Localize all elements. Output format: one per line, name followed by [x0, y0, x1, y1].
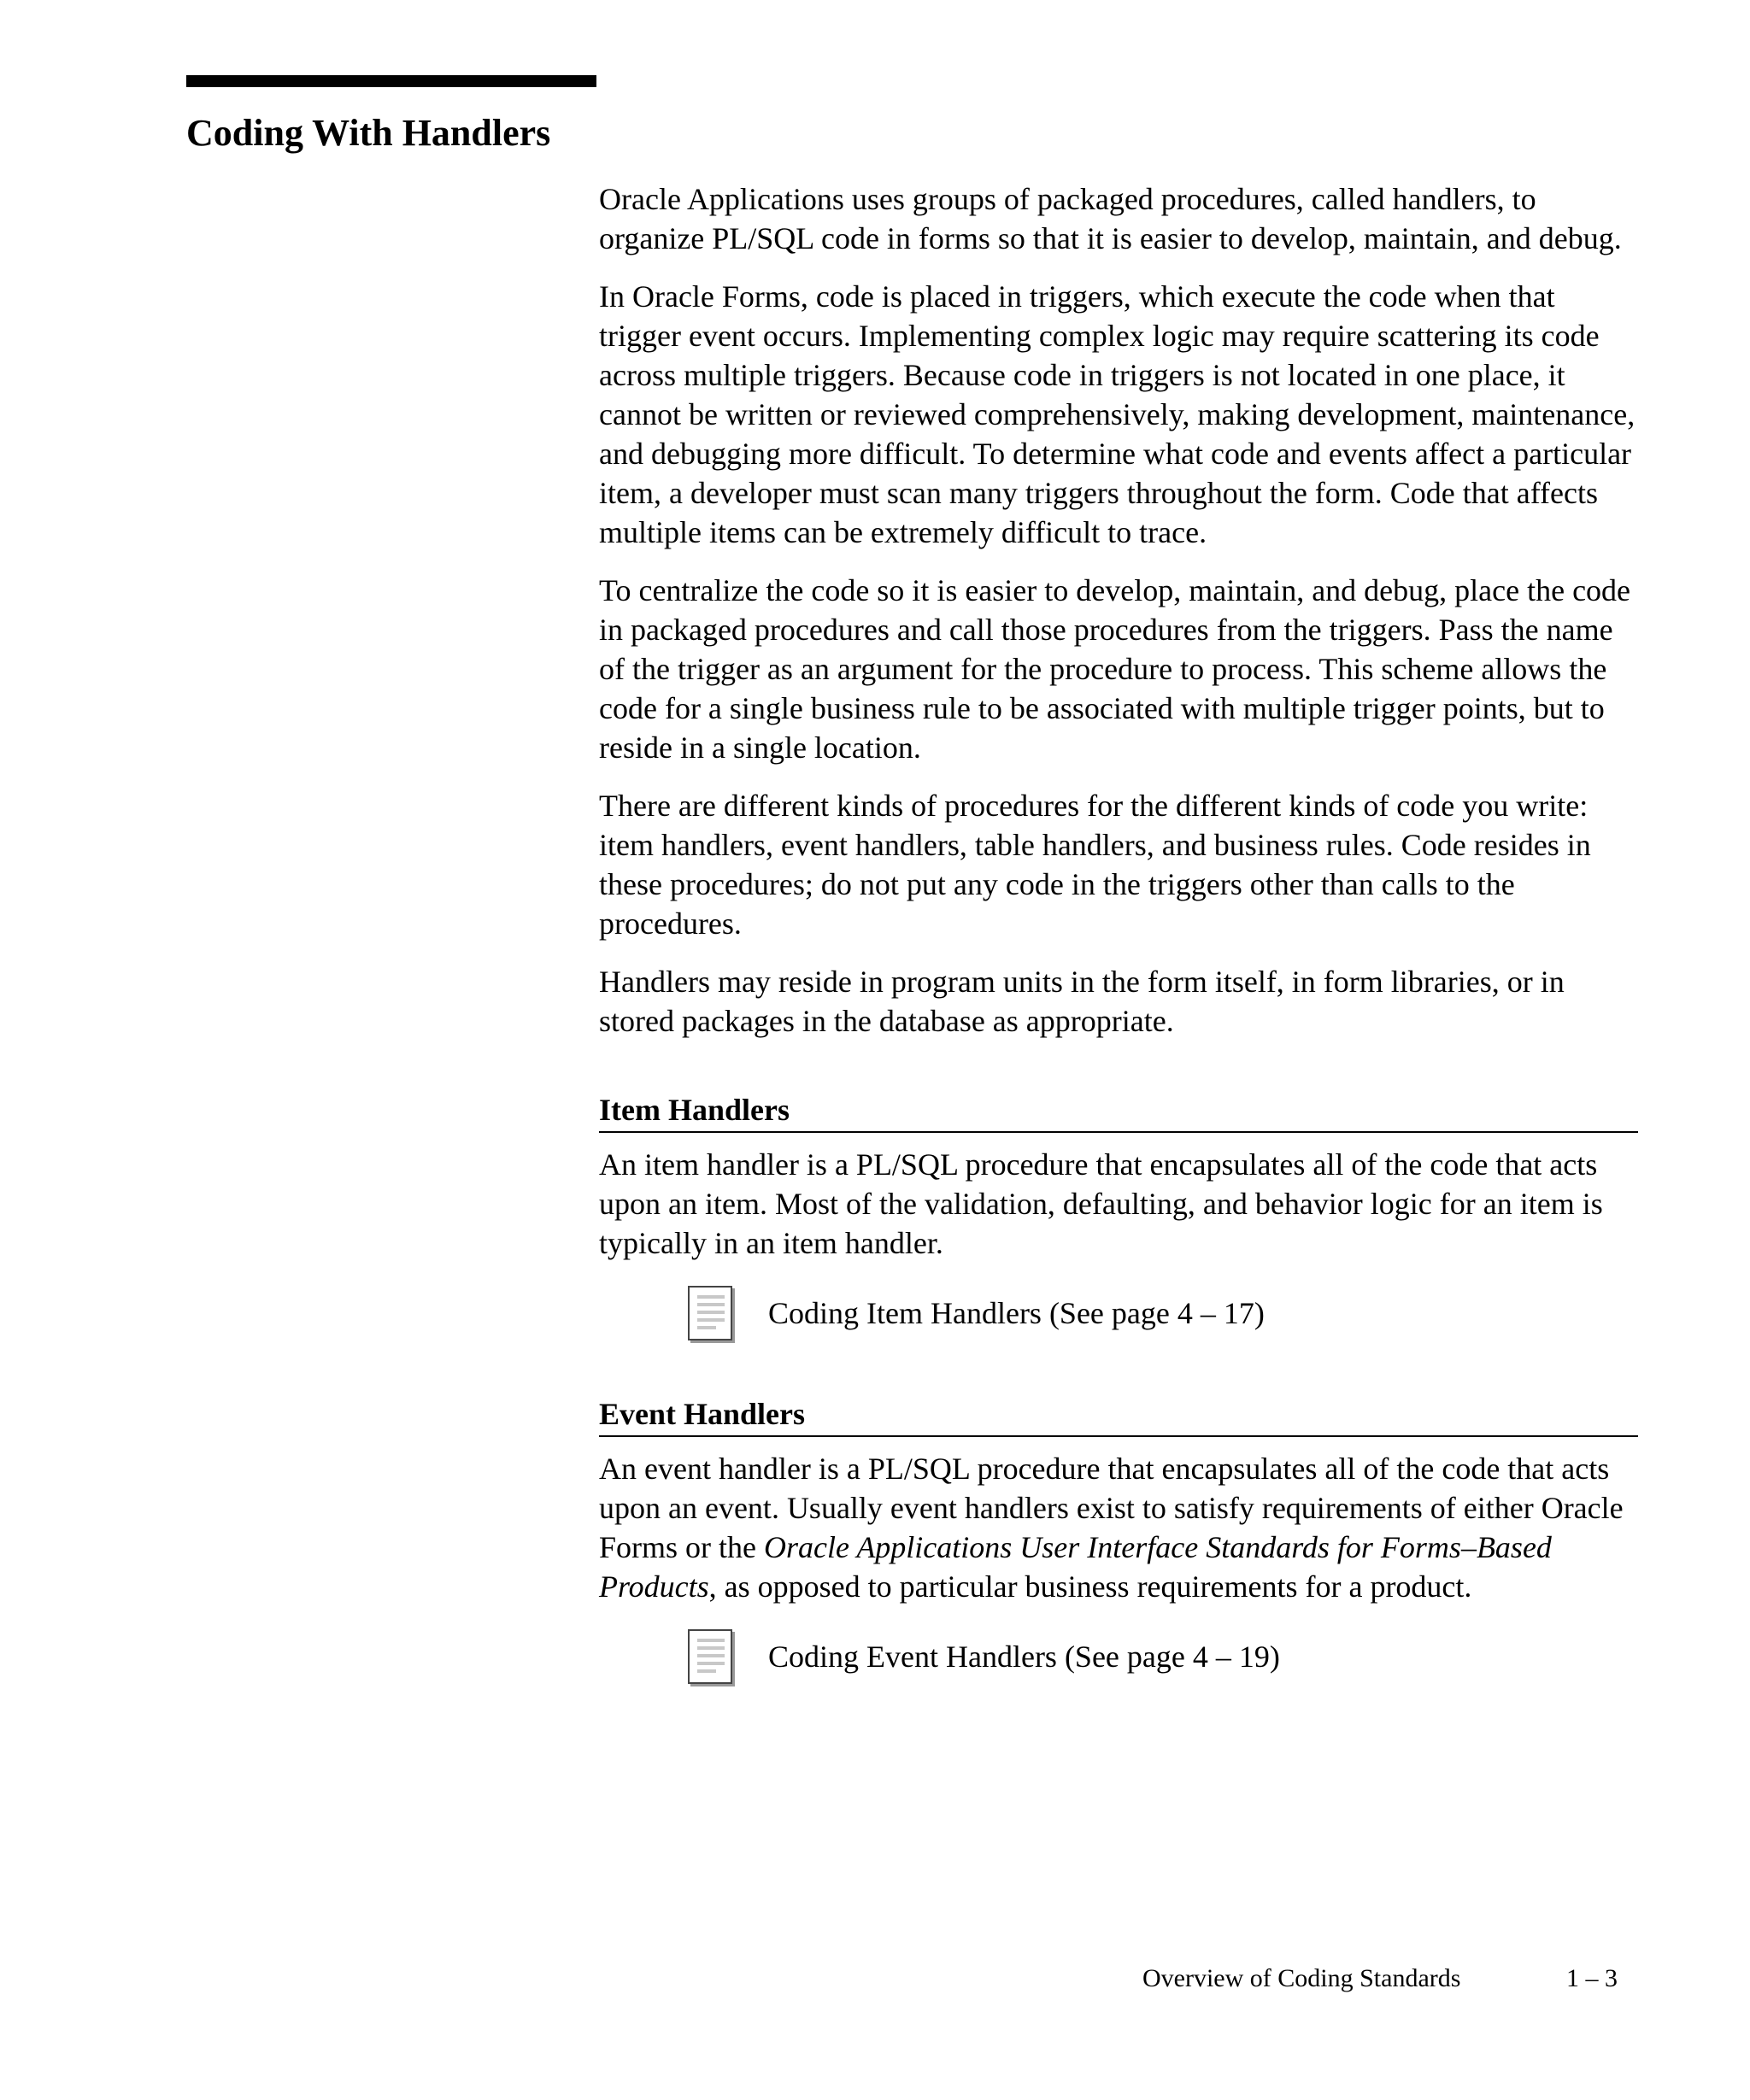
event-handlers-paragraph: [599, 1449, 1638, 1606]
intro-paragraph-3: To centralize the code so it is easier to develop, maintain, and debug, place the code in packaged procedures and call those procedures from the triggers. Pass the name of the trigger as an argument for the procedure to process. This scheme allows the code for a single business rule to be associated with multiple trigger points, but to reside in a single location.: [599, 573, 1631, 765]
xref-item-handlers[interactable]: [599, 1282, 1638, 1345]
xref-item-handlers-link[interactable]: Coding Item Handlers (See page 4 – 17): [768, 1296, 1265, 1330]
footer-chapter-title: Overview of Coding Standards: [1142, 1964, 1461, 1992]
xref-event-handlers-link[interactable]: Coding Event Handlers (See page 4 – 19): [768, 1640, 1280, 1674]
section-heading-event-handlers: Event Handlers: [599, 1394, 1638, 1437]
xref-event-handlers[interactable]: [599, 1625, 1638, 1688]
item-handlers-paragraph: An item handler is a PL/SQL procedure that encapsulates all of the code that acts upon an item. Most of the validation, defaulting, and behavior logic for an item is typically in an item handler.: [599, 1147, 1603, 1260]
document-icon: [688, 1286, 732, 1340]
document-icon: [688, 1629, 732, 1684]
page-title: Coding With Handlers: [186, 112, 551, 154]
intro-paragraph-5: Handlers may reside in program units in the form itself, in form libraries, or in stored packages in the database as appropriate.: [599, 965, 1565, 1038]
event-handlers-text-start: An event handler is a PL/SQL procedure that encapsulates all of the code that acts upon an event. Usually event handlers exist to satisfy requirements of either Oracle Forms or the: [599, 1452, 1624, 1564]
footer-page-number: 1 – 3: [1566, 1964, 1618, 1992]
event-handlers-text-end: , as opposed to particular business requirements for a product.: [708, 1569, 1472, 1604]
title-rule: [186, 75, 596, 87]
event-handlers-book-title: Oracle Applications User Interface Standards for Forms–Based Products: [599, 1530, 1552, 1604]
section-heading-item-handlers: Item Handlers: [599, 1090, 1638, 1133]
intro-paragraph-2: In Oracle Forms, code is placed in triggers, which execute the code when that trigger event occurs. Implementing complex logic may require scattering its code across multiple triggers. Because code in triggers is not located in one place, it cannot be written or reviewed comprehensively, making development, maintenance, and debugging more difficult. To determine what code and events affect a particular item, a developer must scan many triggers throughout the form. Code that affects multiple items can be extremely difficult to trace.: [599, 279, 1635, 549]
main-content: [599, 179, 1638, 1688]
intro-paragraph-4: There are different kinds of procedures for the different kinds of code you write: item handlers, event handlers, table handlers, and business rules. Code resides in these procedures; do not put any code in the triggers other than calls to the procedures.: [599, 789, 1591, 941]
intro-paragraph-1: Oracle Applications uses groups of packaged procedures, called handlers, to organize PL/SQL code in forms so that it is easier to develop, maintain, and debug.: [599, 182, 1622, 255]
